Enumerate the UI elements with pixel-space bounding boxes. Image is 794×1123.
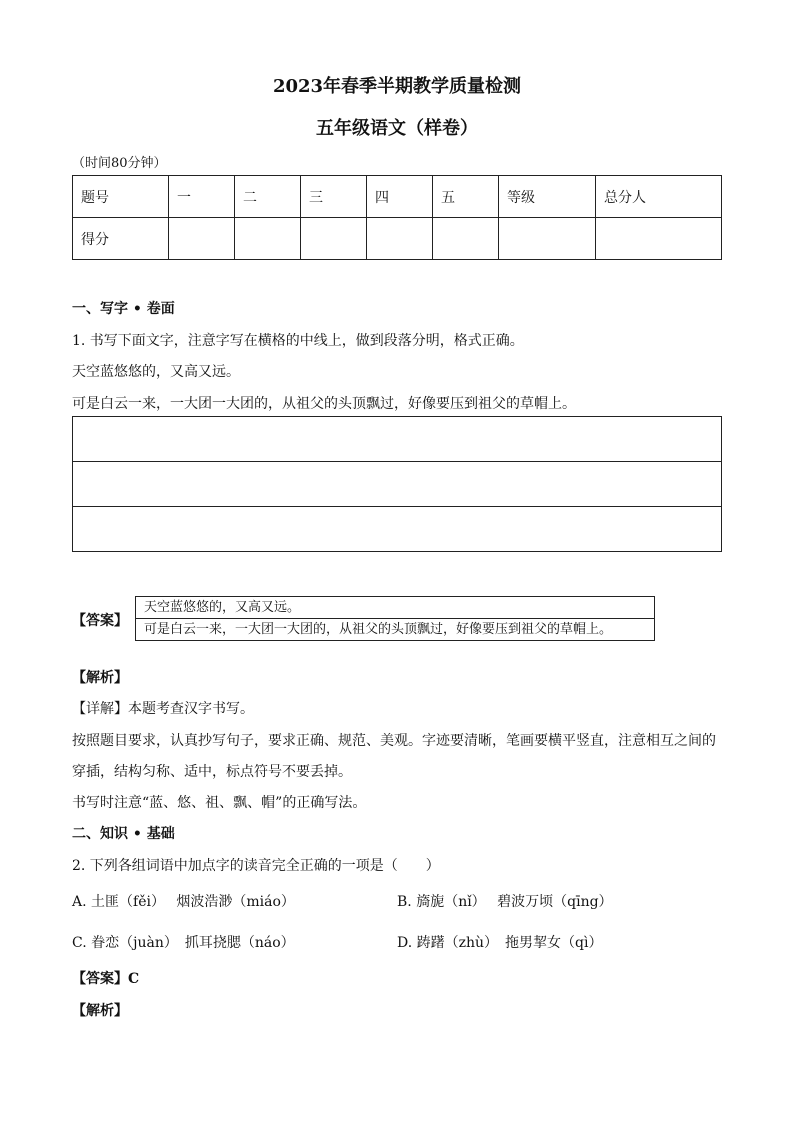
paragraph-line: 书写时注意“蓝、悠、祖、飘、帽”的正确写法。: [72, 795, 367, 811]
detail-line: 【详解】本题考查汉字书写。: [72, 701, 254, 717]
table-cell: 四: [367, 176, 433, 218]
table-cell[interactable]: [301, 218, 367, 260]
table-cell: 一: [169, 176, 235, 218]
table-cell[interactable]: [596, 218, 722, 260]
writing-line[interactable]: [73, 462, 722, 507]
score-table-header-row: [73, 176, 722, 218]
page-title: 2023年春季半期教学质量检测: [272, 76, 522, 97]
table-cell[interactable]: [235, 218, 301, 260]
answer-tag: 【答案】: [72, 613, 128, 629]
option-b: B. 旖旎（nǐ） 碧波万顷（qīng）: [397, 894, 613, 910]
answer-line: 可是白云一来，一大团一大团的，从祖父的头顶飘过，好像要压到祖父的草帽上。: [136, 618, 654, 640]
table-cell[interactable]: [169, 218, 235, 260]
table-cell: 总分人: [596, 176, 722, 218]
table-cell: 题号: [73, 176, 169, 218]
table-cell: 二: [235, 176, 301, 218]
writing-line[interactable]: [73, 507, 722, 552]
table-cell: 得分: [73, 218, 169, 260]
table-cell[interactable]: [367, 218, 433, 260]
paragraph-line: 穿插，结构匀称、适中，标点符号不要丢掉。: [72, 764, 352, 780]
time-note: （时间80分钟）: [72, 156, 167, 171]
table-cell[interactable]: [499, 218, 596, 260]
table-cell: 等级: [499, 176, 596, 218]
score-table: [72, 175, 722, 260]
page-subtitle: 五年级语文（样卷）: [316, 118, 478, 139]
section1-heading: 一、写字 • 卷面: [72, 301, 175, 317]
writing-line[interactable]: [73, 417, 722, 462]
answer-line: 天空蓝悠悠的，又高又远。: [144, 600, 301, 615]
question-1: 1. 书写下面文字，注意字写在横格的中线上，做到段落分明，格式正确。: [72, 333, 524, 349]
paragraph-line: 按照题目要求，认真抄写句子，要求正确、规范、美观。字迹要清晰，笔画要横平竖直，注意相互之间的: [72, 733, 716, 749]
option-c: C. 眷恋（juàn） 抓耳挠腮（náo）: [72, 935, 295, 951]
copy-text-line-1: 天空蓝悠悠的，又高又远。: [72, 364, 240, 380]
table-cell: 五: [433, 176, 499, 218]
answer-line-q2: 【答案】C: [72, 971, 140, 987]
option-d: D. 踌躇（zhù） 拖男挈女（qì）: [397, 935, 603, 951]
table-cell: 三: [301, 176, 367, 218]
section2-heading: 二、知识 • 基础: [72, 826, 175, 842]
copy-text-line-2: 可是白云一来，一大团一大团的，从祖父的头顶飘过，好像要压到祖父的草帽上。: [72, 396, 576, 412]
answer-box: [135, 596, 655, 641]
analysis-tag: 【解析】: [72, 670, 128, 686]
score-table-score-row: [73, 218, 722, 260]
analysis-tag-q2: 【解析】: [72, 1003, 128, 1019]
question-2: 2. 下列各组词语中加点字的读音完全正确的一项是（ ）: [72, 858, 440, 874]
option-a: A. 土匪（fěi） 烟波浩渺（miáo）: [72, 894, 295, 910]
table-cell[interactable]: [433, 218, 499, 260]
writing-grid[interactable]: [72, 416, 722, 552]
